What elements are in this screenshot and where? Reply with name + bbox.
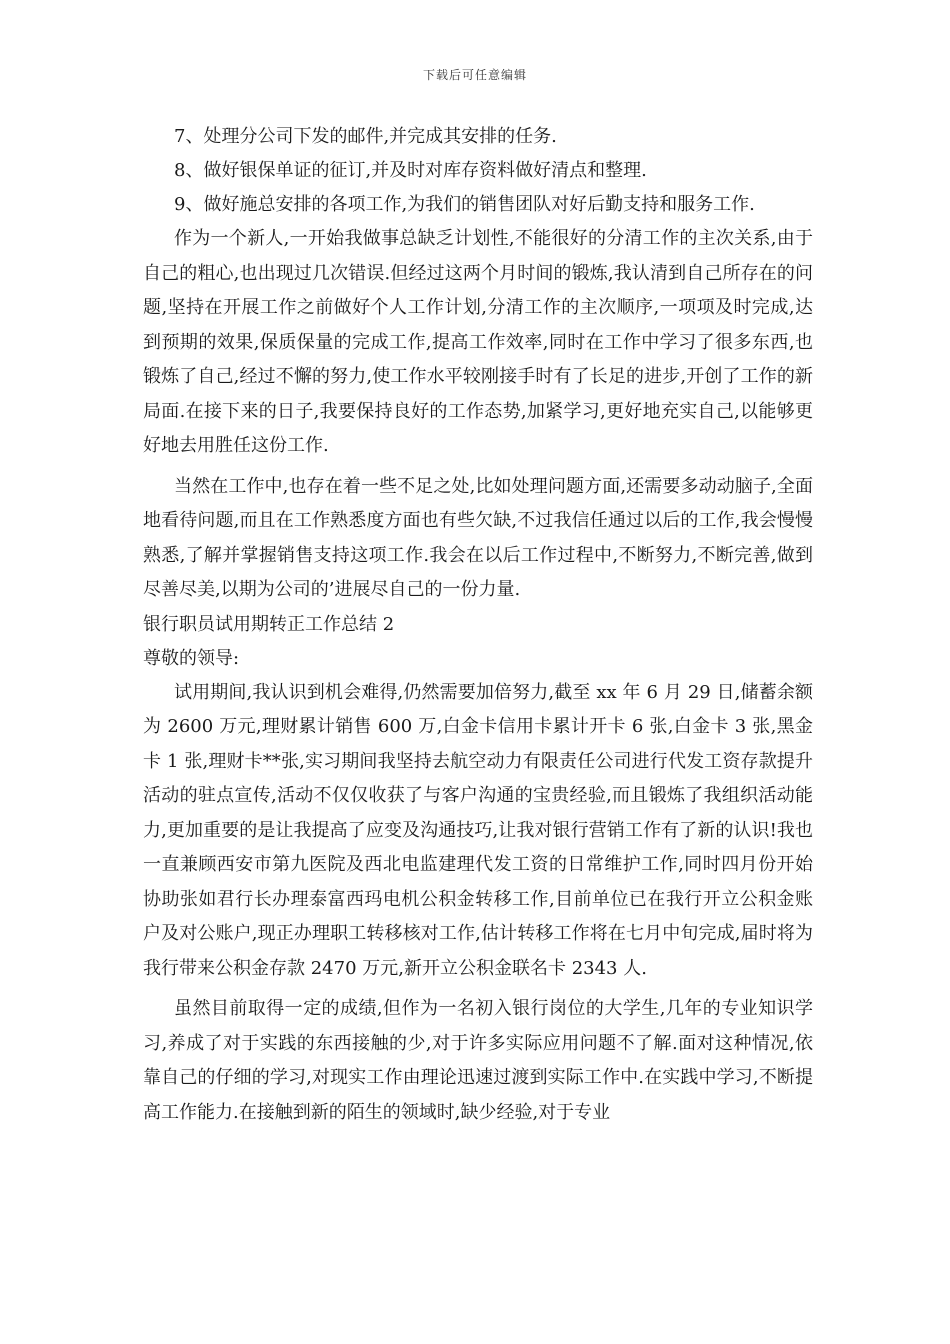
document-body	[143, 120, 813, 1130]
salutation: 尊敬的领导:	[143, 647, 240, 669]
paragraph: 虽然目前取得一定的成绩,但作为一名初入银行岗位的大学生,几年的专业知识学习,养成了对于实践的东西接触的少,对于许多实际应用问题不了解.面对这种情况,依靠自己的仔细的学习,对现实工作由理论迅速过渡到实际工作中.在实践中学习,不断提高工作能力.在接触到新的陌生的领域时,缺少经验,对于专业	[143, 998, 813, 1123]
list-item: 8、做好银保单证的征订,并及时对库存资料做好清点和整理.	[174, 160, 647, 181]
list-item: 9、做好施总安排的各项工作,为我们的销售团队对好后勤支持和服务工作.	[174, 194, 755, 215]
header-note: 下载后可任意编辑	[422, 68, 527, 82]
paragraph: 作为一个新人,一开始我做事总缺乏计划性,不能很好的分清工作的主次关系,由于自己的粗心,也出现过几次错误.但经过这两个月时间的锻炼,我认清到自己所存在的问题,坚持在开展工作之前做好个人工作计划,分清工作的主次顺序,一项项及时完成,达到预期的效果,保质保量的完成工作,提高工作效率,同时在工作中学习了很多东西,也锻炼了自己,经过不懈的努力,使工作水平较刚接手时有了长足的进步,开创了工作的新局面.在接下来的日子,我要保持良好的工作态势,加紧学习,更好地充实自己,以能够更好地去用胜任这份工作.	[143, 228, 813, 456]
section-title: 银行职员试用期转正工作总结 2	[143, 613, 395, 635]
paragraph: 当然在工作中,也存在着一些不足之处,比如处理问题方面,还需要多动动脑子,全面地看待问题,而且在工作熟悉度方面也有些欠缺,不过我信任通过以后的工作,我会慢慢熟悉,了解并掌握销售支持这项工作.我会在以后工作过程中,不断努力,不断完善,做到尽善尽美,以期为公司的’进展尽自己的一份力量.	[143, 475, 813, 600]
list-item: 7、处理分公司下发的邮件,并完成其安排的任务.	[174, 126, 557, 147]
paragraph: 试用期间,我认识到机会难得,仍然需要加倍努力,截至 xx 年 6 月 29 日,储蓄余额为 2600 万元,理财累计销售 600 万,白金卡信用卡累计开卡 6 张,白金卡 3 张,黑金卡 1 张,理财卡**张,实习期间我坚持去航空动力有限责任公司进行代发工资存款提升活动的驻点宣传,活动不仅仅收获了与客户沟通的宝贵经验,而且锻炼了我组织活动能力,更加重要的是让我提高了应变及沟通技巧,让我对银行营销工作有了新的认识!我也一直兼顾西安市第九医院及西北电监建理代发工资的日常维护工作,同时四月份开始协助张如君行长办理泰富西玛电机公积金转移工作,目前单位已在我行开立公积金账户及对公账户,现正办理职工转移核对工作,估计转移工作将在七月中旬完成,届时将为我行带来公积金存款 2470 万元,新开立公积金联名卡 2343 人.	[143, 681, 813, 979]
